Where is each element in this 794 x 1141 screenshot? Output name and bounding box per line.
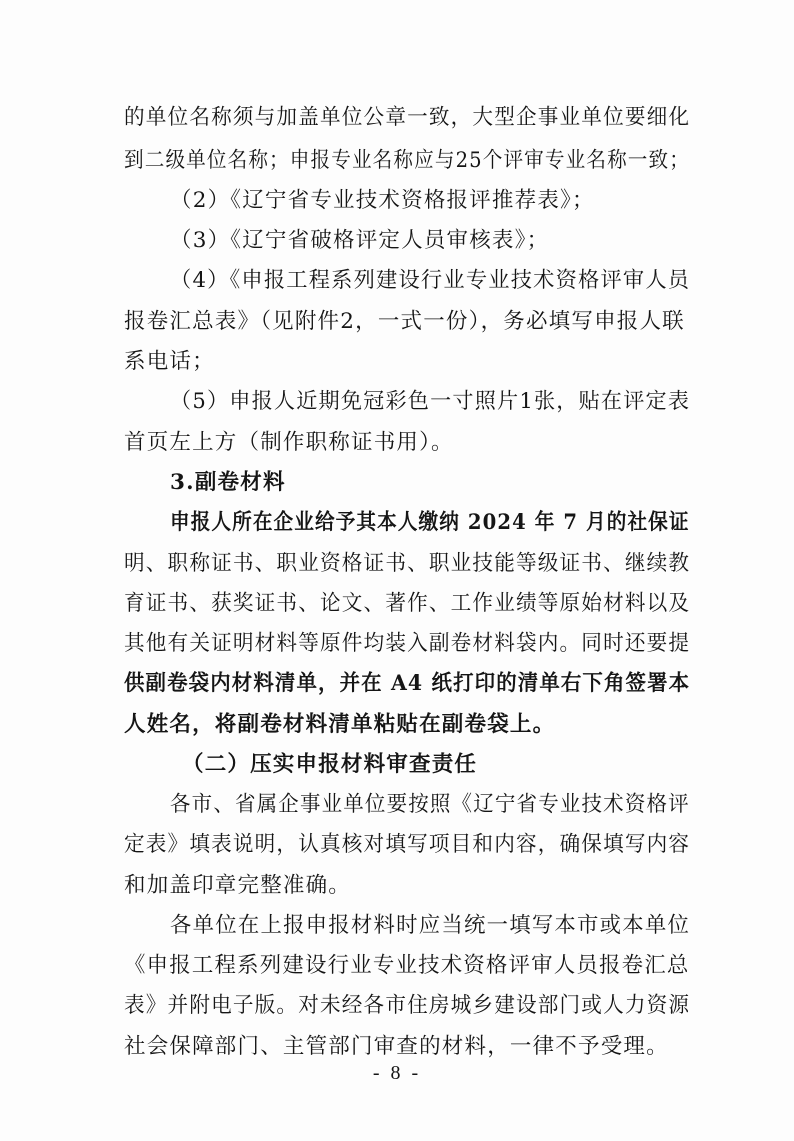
text-line: （5）申报人近期免冠彩色一寸照片1张，贴在评定表 <box>170 389 691 414</box>
text-line: 到二级单位名称；申报专业名称应与25个评审专业名称一致； <box>124 148 690 173</box>
text-line: 系电话； <box>124 349 215 374</box>
text-line: （3）《辽宁省破格评定人员审核表》； <box>170 228 550 253</box>
text-line: 和加盖印章完整准确。 <box>124 873 352 898</box>
text-line: （2）《辽宁省专业技术资格报评推荐表》； <box>170 188 595 213</box>
text-line: 的单位名称须与加盖单位公章一致，大型企事业单位要细化 <box>124 105 691 130</box>
text-line: 其他有关证明材料等原件均装入副卷材料袋内。同时还要提 <box>124 631 691 656</box>
text-line: 各市、省属企事业单位要按照《辽宁省专业技术资格评 <box>170 792 690 817</box>
page-number: - 8 - <box>372 1062 422 1084</box>
text-line: 表》并附电子版。对未经各市住房城乡建设部门或人力资源 <box>124 993 691 1018</box>
text-line: 社会保障部门、主管部门审查的材料，一律不予受理。 <box>124 1034 669 1059</box>
text-line: 申报人所在企业给予其本人缴纳 2024 年 7 月的社保证 <box>170 510 690 535</box>
text-line: 定表》填表说明，认真核对填写项目和内容，确保填写内容 <box>124 832 691 857</box>
text-line: 首页左上方（制作职称证书用）。 <box>124 430 454 455</box>
text-line: （4）《申报工程系列建设行业专业技术资格评审人员 <box>170 268 691 293</box>
text-line: 人姓名，将副卷材料清单粘贴在副卷袋上。 <box>124 712 556 737</box>
text-line: 明、职称证书、职业资格证书、职业技能等级证书、继续教 <box>124 551 691 576</box>
text-line: 各单位在上报申报材料时应当统一填写本市或本单位 <box>170 913 691 938</box>
text-line: 供副卷袋内材料清单，并在 A4 纸打印的清单右下角签署本 <box>124 671 691 696</box>
subsection-heading: （二）压实申报材料审查责任 <box>182 752 478 777</box>
section-heading-3: 3.副卷材料 <box>170 470 286 495</box>
text-line: 报卷汇总表》（见附件2，一式一份），务必填写申报人联 <box>124 309 685 334</box>
text-line: 育证书、获奖证书、论文、著作、工作业绩等原始材料以及 <box>124 591 691 616</box>
text-line: 《申报工程系列建设行业专业技术资格评审人员报卷汇总 <box>124 953 690 978</box>
